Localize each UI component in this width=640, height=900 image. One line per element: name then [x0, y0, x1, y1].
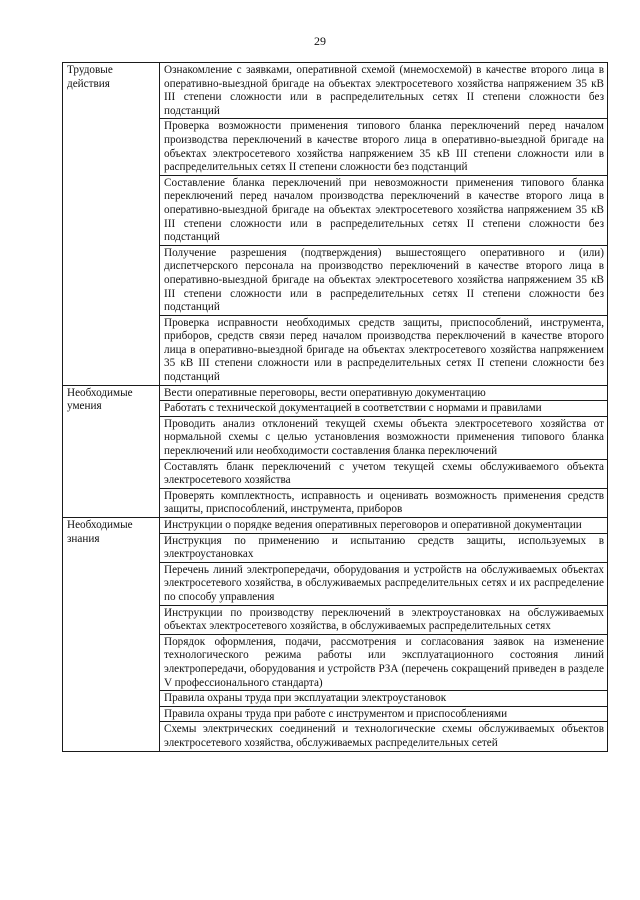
required-skill-item: Проводить анализ отклонений текущей схемы объекта электросетевого хозяйства от нормальной схемы с целью установления возможности применения типового бланка переключений или необходимости составления бланка переключений	[160, 416, 608, 459]
required-knowledge-item: Порядок оформления, подачи, рассмотрения и согласования заявок на изменение технологического режима работы или эксплуатационного состояния линий электропередачи, оборудования и устройств РЗА (перечень сокращений приведен в разделе V профессионального стандарта)	[160, 634, 608, 690]
labor-action-item: Ознакомление с заявками, оперативной схемой (мнемосхемой) в качестве второго лица в оперативно-выездной бригаде на объектах электросетевого хозяйства напряжением 35 кВ III степени сложности или в распределительных сетях II степени сложности без подстанций	[160, 63, 608, 119]
required-knowledge-item: Инструкции по производству переключений в электроустановках на обслуживаемых объектах электросетевого хозяйства, в обслуживаемых распределительных сетях	[160, 605, 608, 634]
required-knowledge-item: Перечень линий электропередачи, оборудования и устройств на обслуживаемых объектах электросетевого хозяйства, в обслуживаемых распределительных сетях и их распределение по способу управления	[160, 562, 608, 605]
required-knowledge-item: Правила охраны труда при эксплуатации электроустановок	[160, 691, 608, 707]
section-label-labor-actions: Трудовые действия	[63, 63, 160, 386]
table-row	[63, 385, 608, 401]
page-number: 29	[314, 34, 326, 48]
labor-action-item: Получение разрешения (подтверждения) вышестоящего оперативного и (или) диспетчерского персонала на производство переключений в качестве второго лица в оперативно-выездной бригаде на объектах электросетевого хозяйства напряжением 35 кВ III степени сложности или в распределительных сетях II степени сложности без подстанций	[160, 245, 608, 315]
section-label-required-knowledge: Необходимые знания	[63, 518, 160, 752]
required-skill-item: Проверять комплектность, исправность и оценивать возможность применения средств защиты, приспособлений, инструмента, приборов	[160, 488, 608, 517]
table-row	[63, 63, 608, 119]
labor-function-table	[62, 62, 608, 752]
labor-action-item: Составление бланка переключений при невозможности применения типового бланка переключений перед началом производства переключений в качестве второго лица в оперативно-выездной бригаде на объектах электросетевого хозяйства напряжением 35 кВ III степени сложности или в распределительных сетях II степени сложности без подстанций	[160, 175, 608, 245]
required-skill-item: Работать с технической документацией в соответствии с нормами и правилами	[160, 401, 608, 417]
section-label-required-skills: Необходимые умения	[63, 385, 160, 517]
required-knowledge-item: Инструкции о порядке ведения оперативных переговоров и оперативной документации	[160, 518, 608, 534]
required-knowledge-item: Схемы электрических соединений и технологические схемы обслуживаемых объектов электросетевого хозяйства, обслуживаемых распределительных сетей	[160, 722, 608, 751]
labor-action-item: Проверка возможности применения типового бланка переключений перед началом производства переключений в качестве второго лица в оперативно-выездной бригаде на объектах электросетевого хозяйства напряжением 35 кВ III степени сложности или в распределительных сетях II степени сложности без подстанций	[160, 119, 608, 175]
required-skill-item: Вести оперативные переговоры, вести оперативную документацию	[160, 385, 608, 401]
required-knowledge-item: Правила охраны труда при работе с инструментом и приспособлениями	[160, 706, 608, 722]
required-knowledge-item: Инструкция по применению и испытанию средств защиты, используемых в электроустановках	[160, 533, 608, 562]
table-row	[63, 518, 608, 534]
required-skill-item: Составлять бланк переключений с учетом текущей схемы обслуживаемого объекта электросетевого хозяйства	[160, 459, 608, 488]
labor-action-item: Проверка исправности необходимых средств защиты, приспособлений, инструмента, приборов, средств связи перед началом производства переключений в качестве второго лица в оперативно-выездной бригаде на объектах электросетевого хозяйства напряжением 35 кВ III степени сложности или в распределительных сетях II степени сложности без подстанций	[160, 315, 608, 385]
